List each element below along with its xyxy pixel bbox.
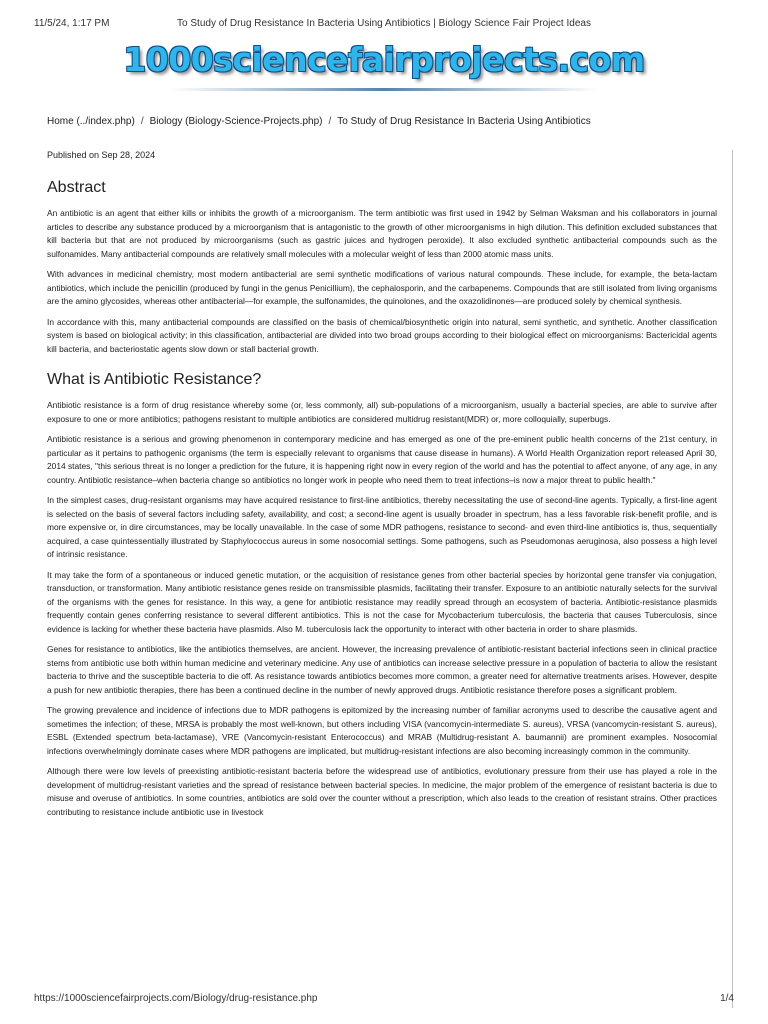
- resistance-paragraph: Although there were low levels of preexisting antibiotic-resistant bacteria before the widespread use of antibiotics, evolutionary pressure from their use has played a role in the development of multidrug-resistant varieties and the spread of resistance between bacterial species. In medicine, the major problem of the emergence of resistant bacteria is due to misuse and overuse of antibiotics. In some countries, antibiotics are sold over the counter without a prescription, which also leads to the creation of resistant strains. Other practices contributing to resistance include antibiotic use in livestock: [47, 766, 717, 817]
- abstract-paragraph: In accordance with this, many antibacterial compounds are classified on the basis of chemical/biosynthetic origin into natural, semi synthetic, and synthetic. Another classification system is based on biological activity; in this classification, antibacterial are divided into two broad groups according to their biological effect on microorganisms: Bactericidal agents kill bacteria, and bacteriostatic agents slow down or stall bacterial growth.: [47, 316, 717, 354]
- breadcrumb: [47, 116, 591, 127]
- breadcrumb-current: To Study of Drug Resistance In Bacteria Using Antibiotics: [337, 116, 591, 127]
- resistance-paragraph: Antibiotic resistance is a serious and growing phenomenon in contemporary medicine and has emerged as one of the pre-eminent public health concerns of the 21st century, in particular as it pertains to pathogenic organisms (the term is especially relevant to organisms that cause disease in humans). A World Health Organization report released April 30, 2014 states, "this serious threat is no longer a prediction for the future, it is happening right now in every region of the world and has the potential to affect anyone, of any age, in any country. Antibiotic resistance–when bacteria change so antibiotics no longer work in people who need them to treat infections–is now a major threat to public health.": [47, 434, 717, 485]
- breadcrumb-biology-link[interactable]: Biology (Biology-Science-Projects.php): [149, 116, 323, 127]
- resistance-paragraph: The growing prevalence and incidence of infections due to MDR pathogens is epitomized by the increasing number of familiar acronyms used to describe the causative agent and sometimes the infection; of these, MRSA is probably the most well-known, but others including VISA (vancomycin-intermediate S. aureus), VRSA (vancomycin-resistant S. aureus), ESBL (Extended spectrum beta-lactamase), VRE (Vancomycin-resistant Enterococcus) and MRAB (Multidrug-resistant A. baumannii) are prominent examples. Nosocomial infections overwhelmingly dominate cases where MDR pathogens are implicated, but multidrug-resistant infections are also becoming increasingly common in the community.: [47, 705, 717, 756]
- resistance-paragraph: In the simplest cases, drug-resistant organisms may have acquired resistance to first-line antibiotics, thereby necessitating the use of second-line agents. Typically, a first-line agent is selected on the basis of several factors including safety, availability, and cost; a second-line agent is usually broader in spectrum, has a less favorable risk-benefit profile, and is more expensive or, in dire circumstances, may be locally unavailable. In the case of some MDR pathogens, resistance to second- and even third-line antibiotics is, thus, sequentially acquired, a case quintessentially illustrated by Staphylococcus aureus in some nosocomial settings. Some pathogens, such as Pseudomonas aeruginosa, also possess a high level of intrinsic resistance.: [47, 495, 717, 559]
- published-date: Published on Sep 28, 2024: [47, 150, 156, 160]
- abstract-paragraph: With advances in medicinal chemistry, most modern antibacterial are semi synthetic modifications of various natural compounds. These include, for example, the beta-lactam antibiotics, which include the penicillin (produced by fungi in the genus Penicillium), the cephalosporin, and the carbapenems. Compounds that are still isolated from living organisms are the amino glycosides, whereas other antibacterial—for example, the sulfonamides, the quinolones, and the oxazolidinones—are produced solely by chemical synthesis.: [47, 269, 717, 306]
- breadcrumb-separator: /: [328, 116, 332, 127]
- print-page-title: To Study of Drug Resistance In Bacteria Using Antibiotics | Biology Science Fair Project Ideas: [177, 18, 591, 29]
- breadcrumb-home-link[interactable]: Home (../index.php): [47, 116, 135, 127]
- resistance-paragraph: It may take the form of a spontaneous or induced genetic mutation, or the acquisition of resistance genes from other bacterial species by horizontal gene transfer via conjugation, transduction, or transformation. Many antibiotic resistance genes reside on transmissible plasmids, facilitating their transfer. Exposure to an antibiotic naturally selects for the survival of the organisms with the genes for resistance. In this way, a gene for antibiotic resistance may readily spread through an ecosystem of bacteria. Antibiotic-resistance plasmids frequently contain genes conferring resistance to several different antibiotics. This is not the case for Mycobacterium tuberculosis, the bacteria that causes Tuberculosis, since evidence is lacking for whether these bacteria have plasmids. Also M. tuberculosis lack the opportunity to interact with other bacteria in order to share plasmids.: [47, 569, 717, 634]
- site-logo[interactable]: 1000sciencefairprojects.com: [0, 40, 768, 79]
- print-url: https://1000sciencefairprojects.com/Biology/drug-resistance.php: [34, 993, 318, 1004]
- breadcrumb-separator: /: [140, 116, 144, 127]
- print-page-number: 1/4: [720, 993, 734, 1004]
- content-divider: [732, 150, 733, 1008]
- article-content: [47, 150, 717, 826]
- resistance-paragraph: Antibiotic resistance is a form of drug resistance whereby some (or, less commonly, all) sub-populations of a microorganism, usually a bacterial species, are able to survive after exposure to one or more antibiotics; pathogens resistant to multiple antibiotics are considered multidrug resistant(MDR) or, more colloquially, superbugs.: [47, 400, 717, 424]
- print-datetime: 11/5/24, 1:17 PM: [34, 18, 110, 29]
- abstract-heading: Abstract: [47, 179, 106, 196]
- resistance-paragraph: Genes for resistance to antibiotics, like the antibiotics themselves, are ancient. However, the increasing prevalence of antibiotic-resistant bacterial infections seen in clinical practice stems from antibiotic use both within human medicine and veterinary medicine. Any use of antibiotics can increase selective pressure in a population of bacteria to allow the resistant bacteria to thrive and the susceptible bacteria to die off. As resistance towards antibiotics becomes more common, a greater need for alternative treatments arises. However, despite a push for new antibiotic therapies, there has been a continued decline in the number of newly approved drugs. Antibiotic resistance therefore poses a significant problem.: [47, 644, 717, 695]
- resistance-heading: What is Antibiotic Resistance?: [47, 371, 262, 388]
- abstract-paragraph: An antibiotic is an agent that either kills or inhibits the growth of a microorganism. The term antibiotic was first used in 1942 by Selman Waksman and his collaborators in journal articles to describe any substance produced by a microorganism that is antagonistic to the growth of other microorganisms in high dilution. This definition excluded substances that kill bacteria but that are not produced by microorganisms (such as gastric juices and hydrogen peroxide). It also excluded synthetic antibacterial compounds such as the sulfonamides. Many antibacterial compounds are relatively small molecules with a molecular weight of less than 2000 atomic mass units.: [47, 208, 717, 259]
- print-header: [0, 0, 768, 30]
